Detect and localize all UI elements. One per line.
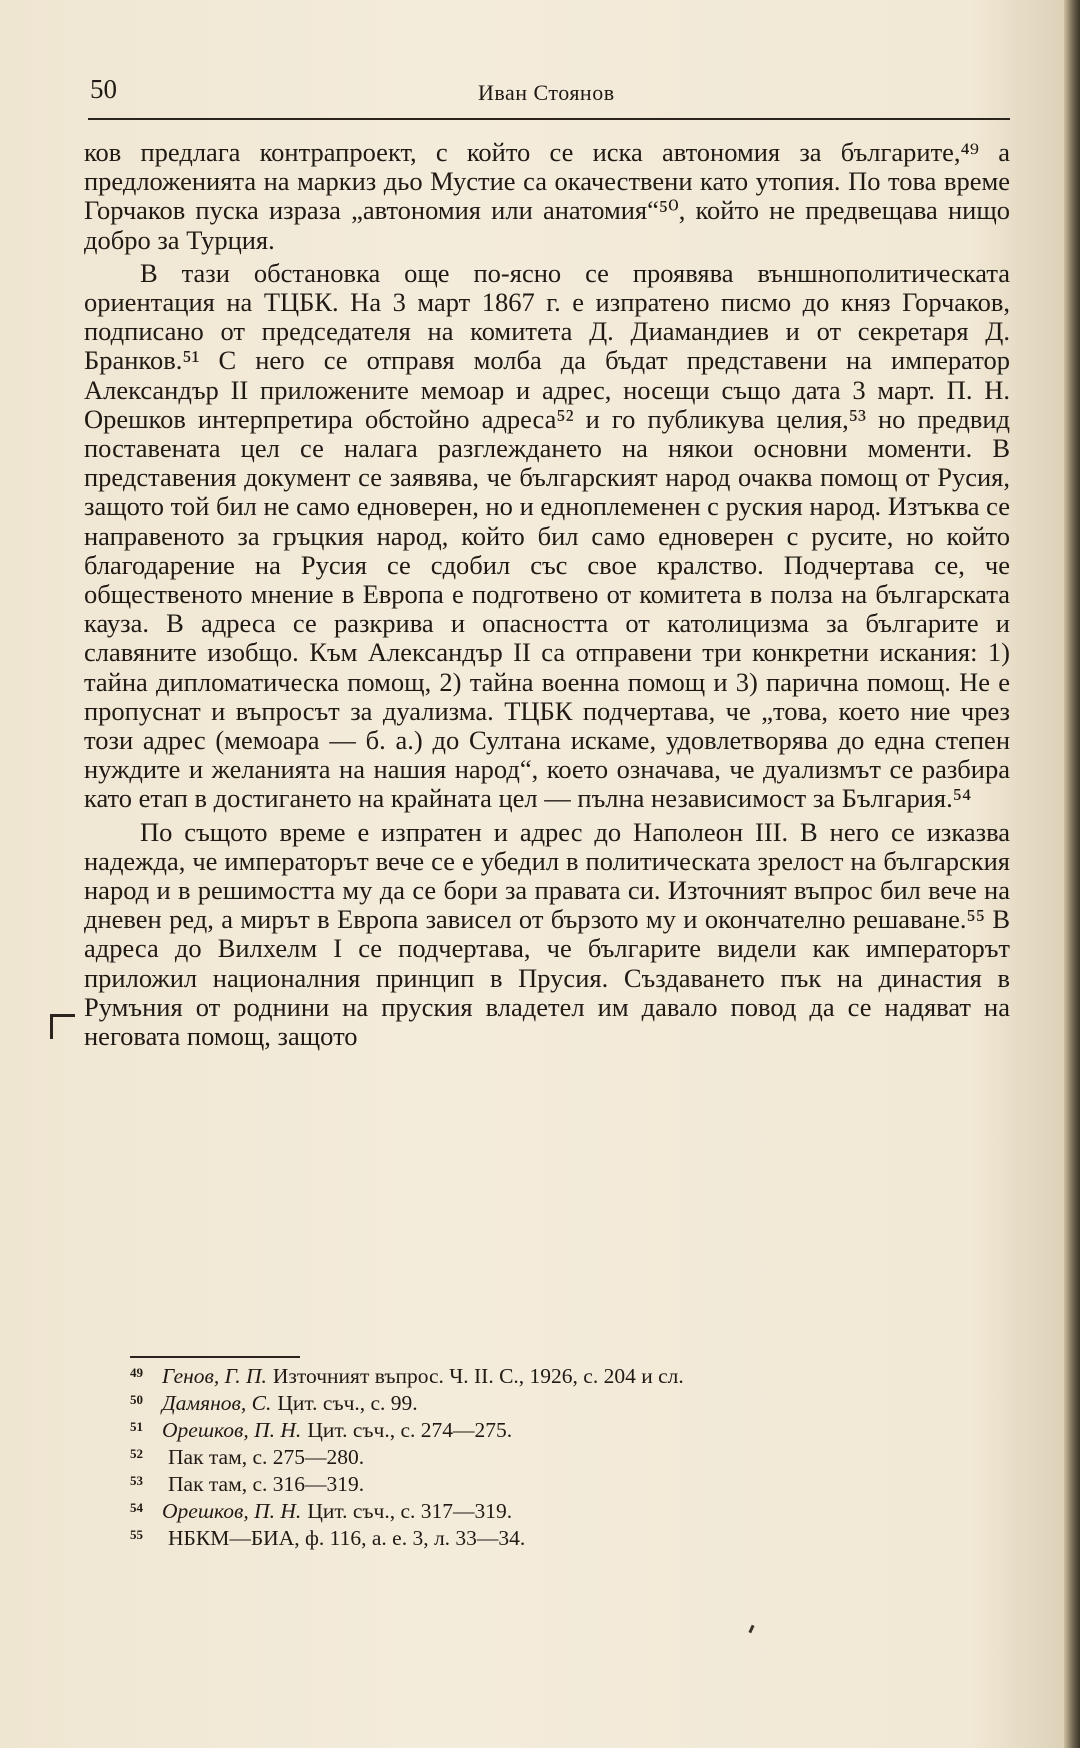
footnote-number: 51 xyxy=(130,1419,143,1434)
footnote-text: Пак там, с. 316—319. xyxy=(168,1472,365,1496)
ink-speck xyxy=(748,1625,754,1634)
footnote xyxy=(130,1391,930,1418)
footnote xyxy=(130,1418,930,1445)
footnote xyxy=(130,1499,930,1526)
footnote xyxy=(130,1526,930,1553)
footnote-author: Генов, Г. П. xyxy=(162,1364,267,1388)
footnote-number: 53 xyxy=(130,1473,143,1488)
footnote-number: 50 xyxy=(130,1392,143,1407)
running-head-author: Иван Стоянов xyxy=(478,80,615,105)
footnote-text: НБКМ—БИА, ф. 116, а. е. 3, л. 33—34. xyxy=(168,1526,526,1550)
header-rule xyxy=(88,118,1010,120)
footnote-number: 49 xyxy=(130,1365,143,1380)
footnote-author: Орешков, П. Н. xyxy=(162,1418,302,1442)
paragraph: По същото време е изпратен и адрес до Наполеон III. В него се изказва надежда, че императорът вече се е убедил в политическата зрелост на българския народ и в решимостта му да се бори за правата си. Източният въпрос бил вече на дневен ред, а мирът в Европа зависел от бързото му и окончателно решаване.⁵⁵ В адреса до Вилхелм I се подчертава, че българите видели как императорът приложил националния принцип в Прусия. Създаването пък на династия в Румъния от роднини на пруския владетел им давало повод да се надяват на неговата помощ, защото xyxy=(84,816,1010,1052)
footnote-text: Цит. съч., с. 99. xyxy=(277,1391,418,1415)
footnote-text: Пак там, с. 275—280. xyxy=(168,1445,365,1469)
page-header xyxy=(90,74,1010,118)
footnote-rule xyxy=(130,1356,300,1358)
footnote-number: 55 xyxy=(130,1527,143,1542)
page-number: 50 xyxy=(90,74,117,104)
footnote-author: Орешков, П. Н. xyxy=(162,1499,302,1523)
footnote-text: Източният въпрос. Ч. II. С., 1926, с. 204 и сл. xyxy=(272,1364,684,1388)
footnote-text: Цит. съч., с. 317—319. xyxy=(307,1499,513,1523)
footnote xyxy=(130,1445,930,1472)
footnote xyxy=(130,1364,930,1391)
paragraph: В тази обстановка още по-ясно се проявява външнополитическата ориентация на ТЦБК. На 3 март 1867 г. е изпратено писмо до княз Горчаков, подписано от председателя на комитета Д. Диамандиев и от секретаря Д. Бранков.⁵¹ С него се отправя молба да бъдат представени на император Александър II приложените мемоар и адрес, носещи също дата 3 март. П. Н. Орешков интерпретира обстойно адреса⁵² и го публикува целия,⁵³ но предвид поставената цел се налага разглеждането на някои основни моменти. В представения документ се заявява, че българският народ очаква помощ от Русия, защото той бил не само едноверен, но и едноплеменен с руския народ. Изтъква се направеното за гръцкия народ, който бил само едноверен с русите, но който благодарение на Русия се сдобил със свое кралство. Подчертава се, че общественото мнение в Европа е подготвено от комитета в полза на българската кауза. В адреса се разкрива и опасността от католицизма за българите и славяните изобщо. Към Александър II са отправени три конкретни искания: 1) тайна дипломатическа помощ, 2) тайна военна помощ и 3) парична помощ. Не е пропуснат и въпросът за дуализма. ТЦБК подчертава, че „това, което ние чрез този адрес (мемоара — б. а.) до Султана искаме, удовлетворява до една степен нуждите и желанията на нашия народ“, което означава, че дуализмът се разбира като етап в достигането на крайната цел — пълна независимост за България.⁵⁴ xyxy=(84,257,1010,814)
footnote-author: Дамянов, С. xyxy=(162,1391,272,1415)
footnote-number: 54 xyxy=(130,1500,143,1515)
footnote-number: 52 xyxy=(130,1446,143,1461)
footnotes xyxy=(130,1364,930,1553)
paragraph-continued: ков предлага контрапроект, с който се иска автономия за българите,⁴⁹ а предложенията на маркиз дьо Мустие са окачествени като утопия. По това време Горчаков пуска израза „автономия или анатомия“⁵⁰, който не предвещава нищо добро за Турция. xyxy=(84,137,1010,255)
main-text xyxy=(84,138,1010,1051)
handwritten-paragraph-mark xyxy=(50,1014,75,1039)
page-edge-shadow xyxy=(1064,0,1080,1748)
footnote xyxy=(130,1472,930,1499)
footnote-text: Цит. съч., с. 274—275. xyxy=(307,1418,513,1442)
